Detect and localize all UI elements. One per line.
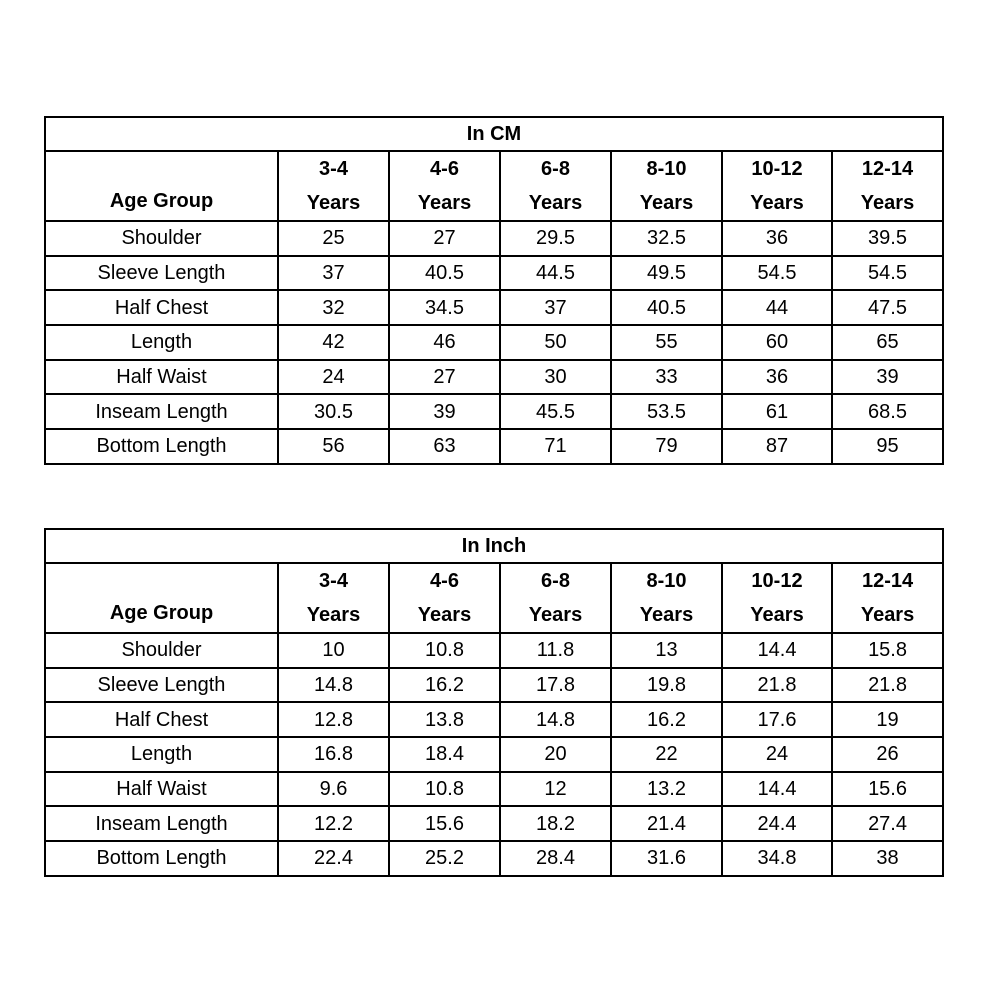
measurement-label: Half Chest (45, 290, 278, 325)
age-unit: Years (417, 604, 472, 626)
measurement-value: 40.5 (611, 290, 722, 325)
measurement-value: 16.8 (278, 737, 389, 772)
table-title: In CM (45, 117, 943, 151)
age-range: 8-10 (646, 158, 687, 180)
measurement-value: 37 (500, 290, 611, 325)
measurement-label: Inseam Length (45, 806, 278, 841)
measurement-value: 21.8 (832, 668, 943, 703)
measurement-label: Half Chest (45, 702, 278, 737)
age-column-header (832, 151, 943, 221)
measurement-value: 27 (389, 221, 500, 256)
measurement-value: 17.6 (722, 702, 832, 737)
measurement-label: Half Waist (45, 360, 278, 395)
age-column-header (389, 151, 500, 221)
measurement-value: 36 (722, 221, 832, 256)
measurement-label: Sleeve Length (45, 668, 278, 703)
measurement-value: 60 (722, 325, 832, 360)
measurement-value: 18.2 (500, 806, 611, 841)
age-range: 8-10 (646, 570, 687, 592)
measurement-value: 13.8 (389, 702, 500, 737)
measurement-value: 32 (278, 290, 389, 325)
measurement-value: 9.6 (278, 772, 389, 807)
measurement-value: 38 (832, 841, 943, 876)
age-column-header (500, 151, 611, 221)
age-unit: Years (750, 604, 804, 626)
measurement-label: Bottom Length (45, 841, 278, 876)
measurement-value: 36 (722, 360, 832, 395)
measurement-value: 17.8 (500, 668, 611, 703)
measurement-value: 79 (611, 429, 722, 464)
age-column-header (278, 151, 389, 221)
measurement-value: 15.6 (832, 772, 943, 807)
table-title-row (45, 529, 943, 563)
table-row (45, 772, 943, 807)
age-column-header (611, 563, 722, 633)
table-row (45, 668, 943, 703)
table-row (45, 394, 943, 429)
age-unit: Years (528, 604, 583, 626)
measurement-value: 12.8 (278, 702, 389, 737)
measurement-label: Bottom Length (45, 429, 278, 464)
measurement-value: 39 (389, 394, 500, 429)
age-group-header: Age Group (45, 563, 278, 633)
measurement-value: 15.6 (389, 806, 500, 841)
measurement-label: Length (45, 737, 278, 772)
measurement-value: 40.5 (389, 256, 500, 291)
measurement-value: 49.5 (611, 256, 722, 291)
measurement-value: 39.5 (832, 221, 943, 256)
table-row (45, 633, 943, 668)
measurement-value: 11.8 (500, 633, 611, 668)
size-table-inch (44, 528, 944, 877)
measurement-value: 50 (500, 325, 611, 360)
age-column-header (722, 151, 832, 221)
measurement-value: 31.6 (611, 841, 722, 876)
measurement-value: 44 (722, 290, 832, 325)
measurement-value: 22 (611, 737, 722, 772)
measurement-value: 53.5 (611, 394, 722, 429)
measurement-value: 10 (278, 633, 389, 668)
measurement-value: 27.4 (832, 806, 943, 841)
measurement-value: 15.8 (832, 633, 943, 668)
age-range: 6-8 (541, 570, 570, 592)
measurement-value: 24 (722, 737, 832, 772)
measurement-value: 44.5 (500, 256, 611, 291)
table-row (45, 325, 943, 360)
measurement-value: 54.5 (722, 256, 832, 291)
age-range: 3-4 (319, 158, 348, 180)
measurement-value: 54.5 (832, 256, 943, 291)
age-unit: Years (639, 604, 694, 626)
age-unit: Years (750, 192, 804, 214)
measurement-value: 34.5 (389, 290, 500, 325)
table-row (45, 221, 943, 256)
age-column-header (278, 563, 389, 633)
table-row (45, 806, 943, 841)
table-header-row (45, 563, 943, 633)
measurement-label: Shoulder (45, 221, 278, 256)
measurement-value: 13 (611, 633, 722, 668)
measurement-value: 37 (278, 256, 389, 291)
measurement-value: 68.5 (832, 394, 943, 429)
age-column-header (832, 563, 943, 633)
measurement-value: 13.2 (611, 772, 722, 807)
table-row (45, 360, 943, 395)
age-unit: Years (639, 192, 694, 214)
measurement-value: 16.2 (611, 702, 722, 737)
measurement-value: 27 (389, 360, 500, 395)
age-unit: Years (528, 192, 583, 214)
table-row (45, 841, 943, 876)
table-row (45, 256, 943, 291)
measurement-value: 42 (278, 325, 389, 360)
measurement-value: 29.5 (500, 221, 611, 256)
age-unit: Years (306, 604, 361, 626)
measurement-value: 71 (500, 429, 611, 464)
measurement-value: 26 (832, 737, 943, 772)
measurement-value: 65 (832, 325, 943, 360)
measurement-value: 20 (500, 737, 611, 772)
measurement-label: Inseam Length (45, 394, 278, 429)
age-column-header (611, 151, 722, 221)
measurement-value: 33 (611, 360, 722, 395)
measurement-value: 25.2 (389, 841, 500, 876)
measurement-value: 22.4 (278, 841, 389, 876)
table-row (45, 429, 943, 464)
table-title: In Inch (45, 529, 943, 563)
measurement-value: 61 (722, 394, 832, 429)
measurement-value: 16.2 (389, 668, 500, 703)
age-unit: Years (860, 192, 915, 214)
age-range: 10-12 (751, 570, 803, 592)
measurement-value: 46 (389, 325, 500, 360)
measurement-value: 34.8 (722, 841, 832, 876)
measurement-label: Length (45, 325, 278, 360)
measurement-value: 19.8 (611, 668, 722, 703)
age-unit: Years (860, 604, 915, 626)
measurement-value: 14.4 (722, 633, 832, 668)
measurement-label: Sleeve Length (45, 256, 278, 291)
age-range: 3-4 (319, 570, 348, 592)
measurement-value: 32.5 (611, 221, 722, 256)
measurement-value: 18.4 (389, 737, 500, 772)
measurement-value: 47.5 (832, 290, 943, 325)
age-range: 4-6 (430, 158, 459, 180)
measurement-value: 39 (832, 360, 943, 395)
measurement-value: 30 (500, 360, 611, 395)
measurement-value: 10.8 (389, 772, 500, 807)
measurement-value: 56 (278, 429, 389, 464)
table-row (45, 737, 943, 772)
measurement-value: 30.5 (278, 394, 389, 429)
measurement-value: 95 (832, 429, 943, 464)
age-range: 10-12 (751, 158, 803, 180)
measurement-value: 14.8 (278, 668, 389, 703)
table-header-row (45, 151, 943, 221)
measurement-value: 12.2 (278, 806, 389, 841)
measurement-value: 14.8 (500, 702, 611, 737)
age-range: 6-8 (541, 158, 570, 180)
measurement-value: 45.5 (500, 394, 611, 429)
age-column-header (722, 563, 832, 633)
age-unit: Years (306, 192, 361, 214)
measurement-value: 21.4 (611, 806, 722, 841)
size-table-cm (44, 116, 944, 465)
measurement-value: 12 (500, 772, 611, 807)
measurement-value: 55 (611, 325, 722, 360)
age-range: 12-14 (861, 570, 914, 592)
table-row (45, 702, 943, 737)
measurement-label: Half Waist (45, 772, 278, 807)
measurement-value: 24.4 (722, 806, 832, 841)
age-group-header: Age Group (45, 151, 278, 221)
measurement-value: 28.4 (500, 841, 611, 876)
measurement-label: Shoulder (45, 633, 278, 668)
measurement-value: 14.4 (722, 772, 832, 807)
measurement-value: 87 (722, 429, 832, 464)
age-unit: Years (417, 192, 472, 214)
measurement-value: 24 (278, 360, 389, 395)
age-column-header (389, 563, 500, 633)
measurement-value: 63 (389, 429, 500, 464)
measurement-value: 21.8 (722, 668, 832, 703)
table-title-row (45, 117, 943, 151)
age-range: 4-6 (430, 570, 459, 592)
measurement-value: 19 (832, 702, 943, 737)
age-range: 12-14 (861, 158, 914, 180)
age-column-header (500, 563, 611, 633)
measurement-value: 25 (278, 221, 389, 256)
table-row (45, 290, 943, 325)
measurement-value: 10.8 (389, 633, 500, 668)
